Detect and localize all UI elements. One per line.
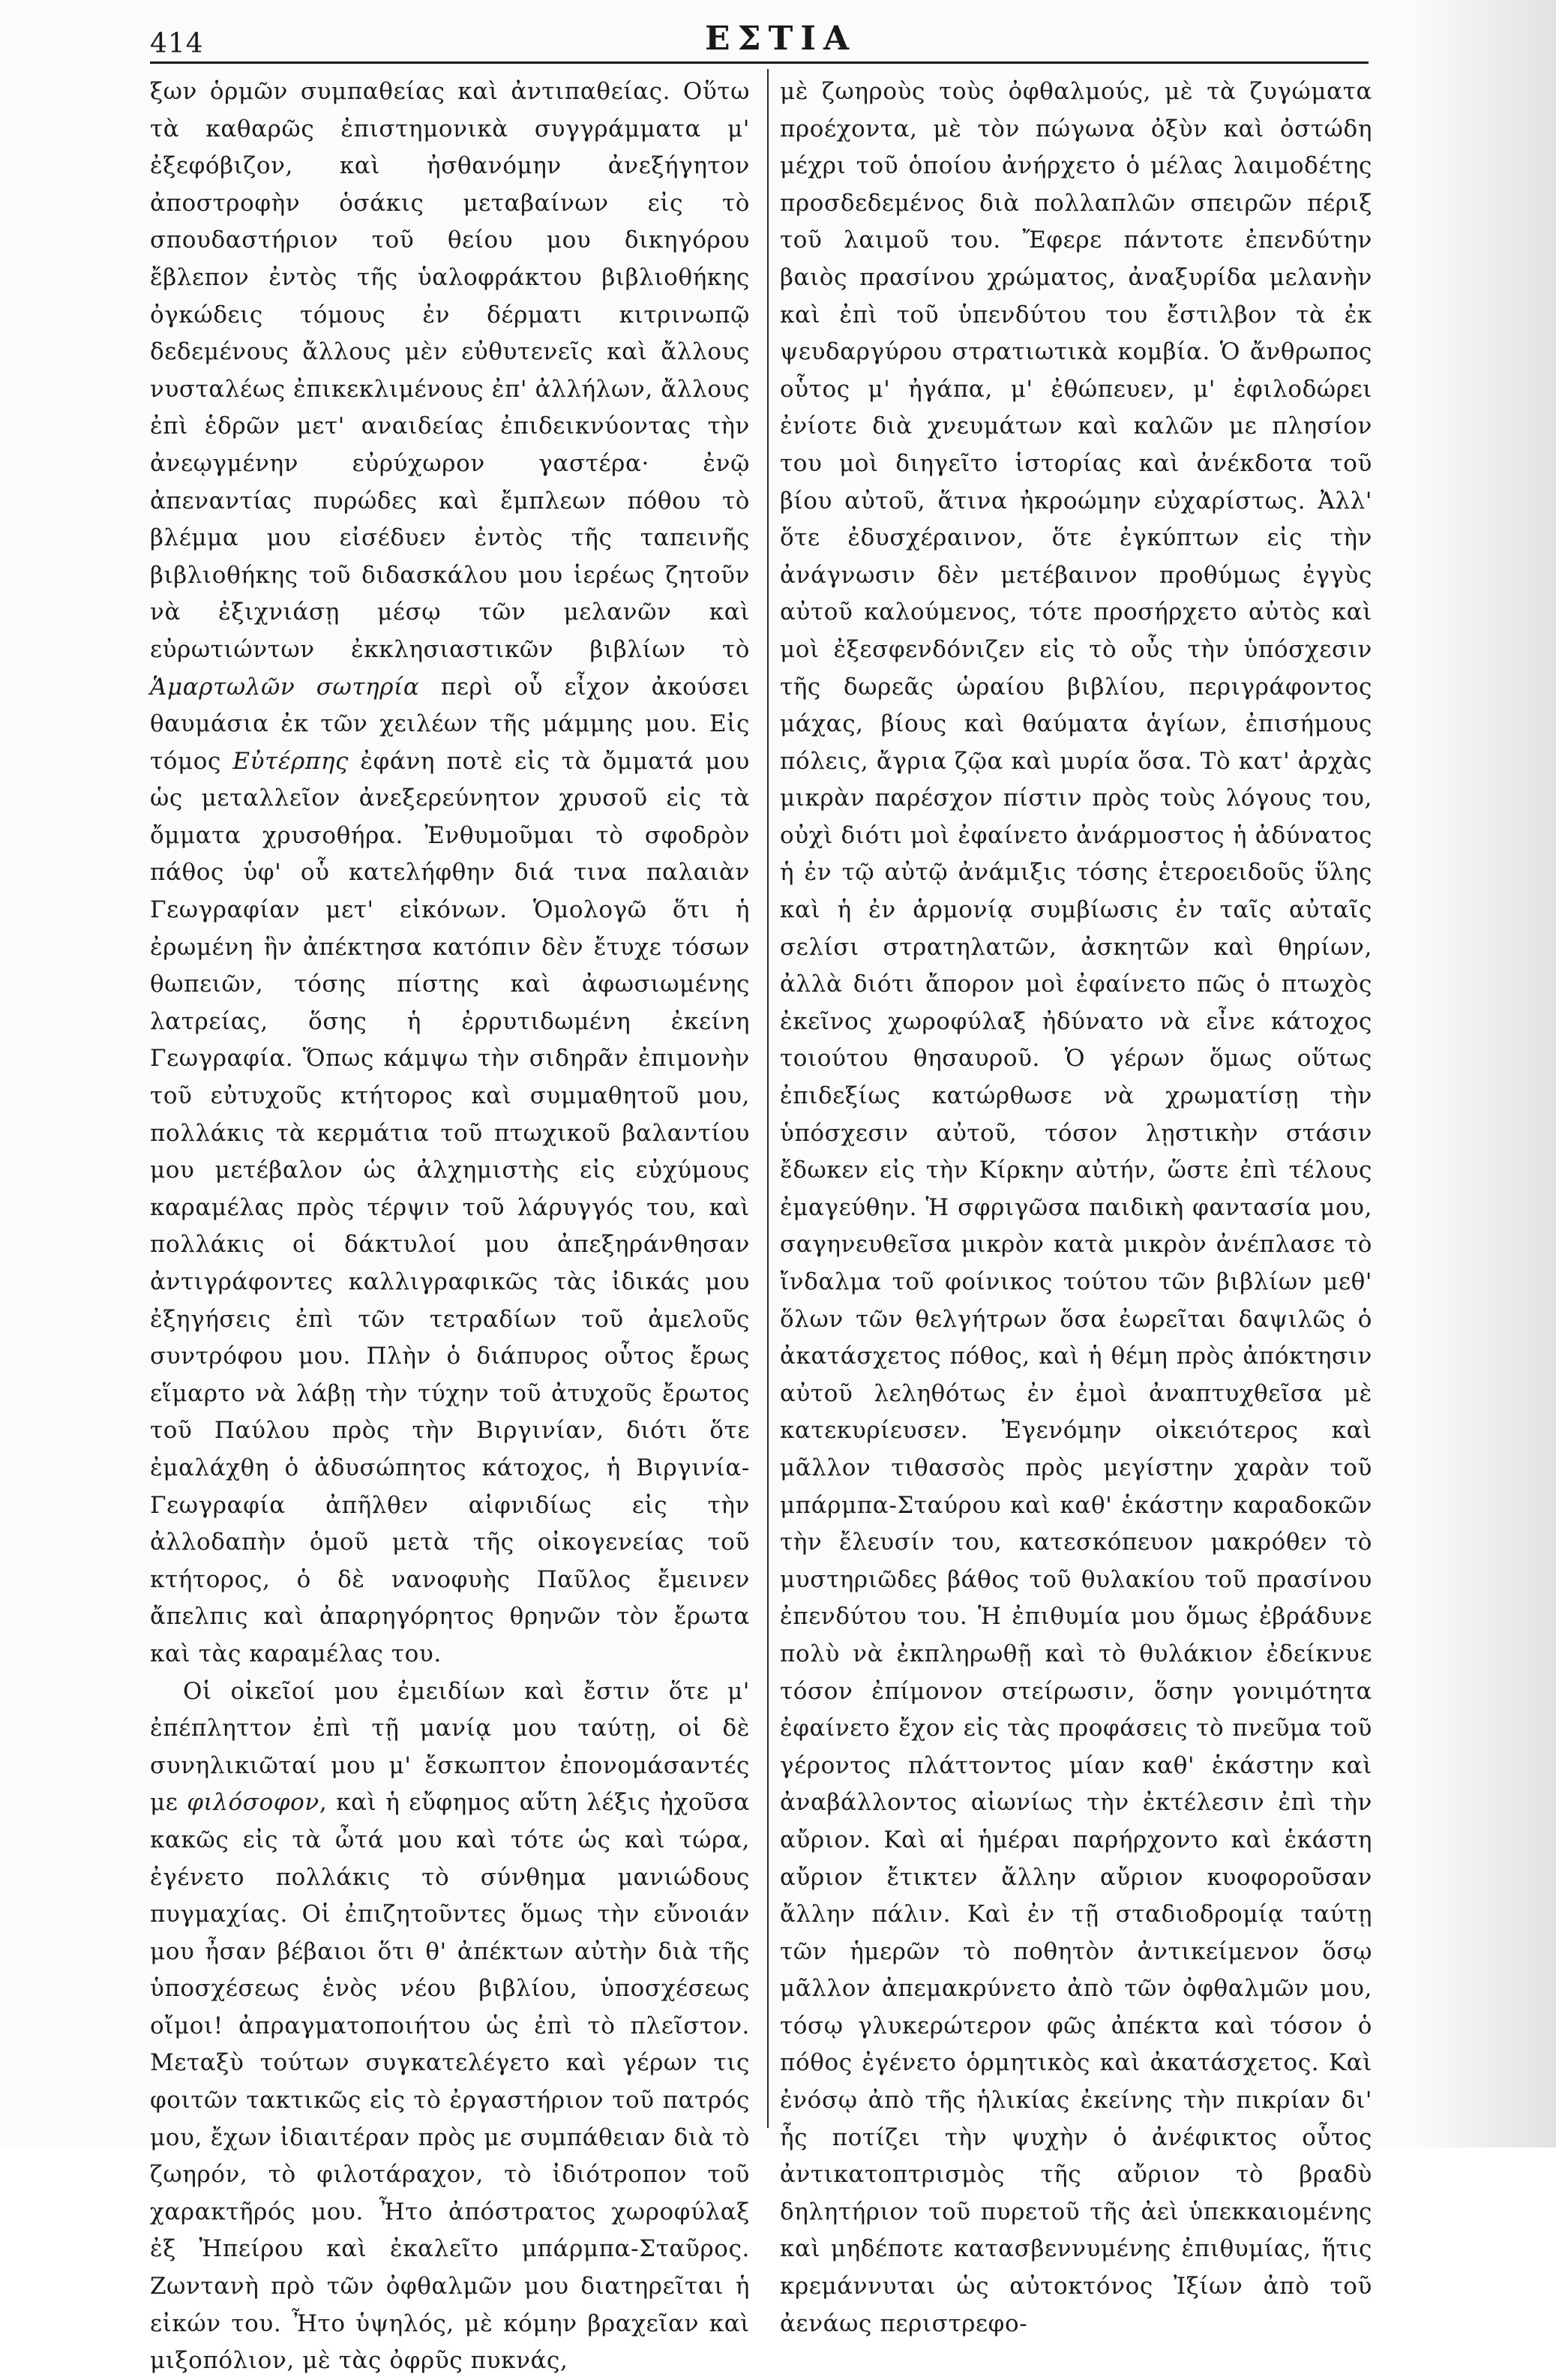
italic-word: φιλόσοφον (187, 1789, 319, 1817)
page-number: 414 (150, 29, 204, 59)
italic-title: Ἁμαρτωλῶν σωτηρία (150, 673, 420, 701)
paragraph-text: , καὶ ἡ εὔφημος αὕτη λέξις ἠχοῦσα κακῶς εἰς τὰ ὦτά μου καὶ τότε ὡς καὶ τώρα, ἐγένετο πολλάκις τὸ σύνθημα μανιώδους πυγμαχίας. Οἱ ἐπιζητοῦντες ὅμως τὴν εὔνοιάν μου ἦσαν βέβαιοι ὅτι θ' ἀπέκτων αὐτὴν διὰ τῆς ὑποσχέσεως ἑνὸς νέου βιβλίου, ὑποσχέσεως οἴμοι! ἀπραγματοποιήτου ὡς ἐπὶ τὸ πλεῖστον. Μεταξὺ τούτων συγκατελέγετο καὶ γέρων τις φοιτῶν τακτικῶς εἰς τὸ ἐργαστήριον τοῦ πατρός μου, ἔχων ἰδιαιτέραν πρὸς με συμπάθειαν διὰ τὸ ζωηρόν, τὸ φιλοτάραχον, τὸ ἰδιότροπον τοῦ χαρακτῆρός μου. Ἦτο ἀπόστρατος χωροφύλαξ ἐξ Ἠπείρου καὶ ἐκαλεῖτο μπάρμπα-Σταῦρος. Ζωντανὴ πρὸ τῶν ὀφθαλμῶν μου διατηρεῖται ἡ εἰκών του. Ἦτο ὑψηλός, μὲ κόμην βραχεῖαν καὶ μιξοπόλιον, μὲ τὰς ὀφρῦς πυκνάς, (150, 1789, 750, 2375)
italic-title: Εὐτέρπης (232, 747, 349, 775)
paragraph-text: ἐφάνη ποτὲ εἰς τὰ ὄμματά μου ὡς μεταλλεῖον ἀνεξερεύνητον χρυσοῦ εἰς τὰ ὄμματα χρυσοθήρα. Ἐνθυμοῦμαι τὸ σφοδρὸν πάθος ὑφ' οὗ κατελήφθην διά τινα παλαιὰν Γεωγραφίαν μετ' εἰκόνων. Ὁμολογῶ ὅτι ἡ ἐρωμένη ἣν ἀπέκτησα κατόπιν δὲν ἔτυχε τόσων θωπειῶν, τόσης πίστης καὶ ἀφωσιωμένης λατρείας, ὅσης ἡ ἐρρυτιδωμένη ἐκείνη Γεωγραφία. Ὅπως κάμψω τὴν σιδηρᾶν ἐπιμονὴν τοῦ εὐτυχοῦς κτήτορος καὶ συμμαθητοῦ μου, πολλάκις τὰ κερμάτια τοῦ πτωχικοῦ βαλαντίου μου μετέβαλον ὡς ἀλχημιστὴς εἰς εὐχύμους καραμέλας πρὸς τέρψιν τοῦ λάρυγγός του, καὶ πολλάκις οἱ δάκτυλοί μου ἀπεξηράνθησαν ἀντιγράφοντες καλλιγραφικῶς τὰς ἰδικάς μου ἐξηγήσεις ἐπὶ τῶν τετραδίων τοῦ ἀμελοῦς συντρόφου μου. Πλὴν ὁ διάπυρος οὗτος ἔρως εἵμαρτο νὰ λάβῃ τὴν τύχην τοῦ ἀτυχοῦς ἔρωτος τοῦ Παύλου πρὸς τὴν Βιργινίαν, διότι ὅτε ἐμαλάχθη ὁ ἀδυσώπητος κάτοχος, ἡ Βιργινία-Γεωγραφία ἀπῆλθεν αἰφνιδίως εἰς τὴν ἀλλοδαπὴν ὁμοῦ μετὰ τῆς οἰκογενείας τοῦ κτήτορος, ὁ δὲ νανοφυὴς Παῦλος ἔμεινεν ἄπελπις καὶ ἀπαρηγόρητος θρηνῶν τὸν ἔρωτα καὶ τὰς καραμέλας του. (150, 747, 750, 1667)
paragraph-text: Οἱ οἰκεῖοί μου ἐμειδίων καὶ ἔστιν ὅτε μ' ἐπέπληττον ἐπὶ τῇ μανίᾳ μου ταύτῃ, οἱ δὲ συνηλικιῶταί μου μ' ἔσκωπτον ἐπονομάσαντές με (150, 1677, 750, 1817)
paragraph (780, 74, 1372, 2342)
right-column (780, 74, 1372, 2342)
column-divider (767, 69, 769, 2128)
page-header (150, 14, 1365, 59)
paragraph-text: ξων ὁρμῶν συμπαθείας καὶ ἀντιπαθείας. Οὕτω τὰ καθαρῶς ἐπιστημονικὰ συγγράμματα μ' ἐξεφόβιζον, καὶ ἠσθανόμην ἀνεξήγητον ἀποστροφὴν ὁσάκις μεταβαίνων εἰς τὸ σπουδαστήριον τοῦ θείου μου δικηγόρου ἔβλεπον ἐντὸς τῆς ὑαλοφράκτου βιβλιοθήκης ὀγκώδεις τόμους ἐν δέρματι κιτρινωπῷ δεδεμένους ἄλλους μὲν εὐθυτενεῖς καὶ ἄλλους νυσταλέως ἐπικεκλιμένους ἐπ' ἀλλήλων, ἄλλους ἐπὶ ἑδρῶν μετ' αναιδείας ἐπιδεικνύοντας τὴν ἀνεῳγμένην εὐρύχωρον γαστέρα· ἐνῷ ἀπεναντίας πυρώδες καὶ ἔμπλεων πόθου τὸ βλέμμα μου εἰσέδυεν ἐντὸς τῆς ταπεινῆς βιβλιοθήκης τοῦ διδασκάλου μου ἱερέως ζητοῦν νὰ ἐξιχνιάσῃ μέσῳ τῶν μελανῶν καὶ εὐρωτιώντων ἐκκλησιαστικῶν βιβλίων τὸ (150, 78, 750, 663)
left-column (150, 74, 750, 2380)
paragraph-text: μὲ ζωηροὺς τοὺς ὀφθαλμούς, μὲ τὰ ζυγώματα προέχοντα, μὲ τὸν πώγωνα ὀξὺν καὶ ὀστώδη μέχρι τοῦ ὁποίου ἀνήρχετο ὁ μέλας λαιμοδέτης προσδεδεμένος διὰ πολλαπλῶν σπειρῶν πέριξ τοῦ λαιμοῦ του. Ἔφερε πάντοτε ἐπενδύτην βαιὸς πρασίνου χρώματος, ἀναξυρίδα μελανὴν καὶ ἐπὶ τοῦ ὑπενδύτου του ἔστιλβον τὰ ἐκ ψευδαργύρου στρατιωτικὰ κομβία. Ὁ ἄνθρωπος οὗτος μ' ἠγάπα, μ' ἐθώπευεν, μ' ἐφιλοδώρει ἐνίοτε διὰ χνευμάτων καὶ καλῶν με πλησίον του μοὶ διηγεῖτο ἱστορίας καὶ ἀνέκδοτα τοῦ βίου αὐτοῦ, ἅτινα ἠκροώμην εὐχαρίστως. Ἀλλ' ὅτε ἐδυσχέραινον, ὅτε ἐγκύπτων εἰς τὴν ἀνάγνωσιν δὲν μετέβαινον προθύμως ἐγγὺς αὐτοῦ καλούμενος, τότε προσήρχετο αὐτὸς καὶ μοὶ ἐξεσφενδόνιζεν εἰς τὸ οὖς τὴν ὑπόσχεσιν τῆς δωρεᾶς ὡραίου βιβλίου, περιγράφοντος μάχας, βίους καὶ θαύματα ἁγίων, ἐπισήμους πόλεις, ἄγρια ζῷα καὶ μυρία ὅσα. Τὸ κατ' ἀρχὰς μικρὰν παρέσχον πίστιν πρὸς τοὺς λόγους του, οὐχὶ διότι μοὶ ἐφαίνετο ἀνάρμοστος ἡ ἀδύνατος ἡ ἐν τῷ αὐτῷ ἀνάμιξις τόσης ἑτεροειδοῦς ὕλης καὶ ἡ ἐν ἁρμονίᾳ συμβίωσις ἐν ταῖς αὐταῖς σελίσι στρατηλατῶν, ἀσκητῶν καὶ θηρίων, ἀλλὰ διότι ἄπορον μοὶ ἐφαίνετο πῶς ὁ πτωχὸς ἐκεῖνος χωροφύλαξ ἠδύνατο νὰ εἶνε κάτοχος τοιούτου θησαυροῦ. Ὁ γέρων ὅμως οὕτως ἐπιδεξίως κατώρθωσε νὰ χρωματίσῃ τὴν ὑπόσχεσιν αὐτοῦ, τόσον λῃστικὴν στάσιν ἔδωκεν εἰς τὴν Κίρκην αὐτήν, ὥστε ἐπὶ τέλους ἐμαγεύθην. Ἡ σφριγῶσα παιδικὴ φαντασία μου, σαγηνευθεῖσα μικρὸν κατὰ μικρὸν ἀνέπλασε τὸ ἴνδαλμα τοῦ φοίνικος τούτου τῶν βιβλίων μεθ' ὅλων τῶν θελγήτρων ὅσα ἐωρεῖται δαψιλῶς ὁ ἀκατάσχετος πόθος, καὶ ἡ θέμη πρὸς ἀπόκτησιν αὐτοῦ λεληθότως ἐν ἐμοὶ ἀναπτυχθεῖσα μὲ κατεκυρίευσεν. Ἐγενόμην οἰκειότερος καὶ μᾶλλον τιθασσὸς πρὸς μεγίστην χαρὰν τοῦ μπάρμπα-Σταύρου καὶ καθ' ἑκάστην καραδοκῶν τὴν ἔλευσίν του, κατεσκόπευον μακρόθεν τὸ μυστηριῶδες βάθος τοῦ θυλακίου τοῦ πρασίνου ἐπενδύτου του. Ἡ ἐπιθυμία μου ὅμως ἐβράδυνε πολὺ νὰ ἐκπληρωθῇ καὶ τὸ θυλάκιον ἐδείκνυε τόσον ἐπίμονον στείρωσιν, ὅσην γονιμότητα ἐφαίνετο ἔχον εἰς τὰς προφάσεις τὸ πνεῦμα τοῦ γέροντος πλάττοντος μίαν καθ' ἑκάστην καὶ ἀναβάλλοντος αἰωνίως τὴν ἐκτέλεσιν ἐπὶ τὴν αὔριον. Καὶ αἱ ἡμέραι παρήρχοντο καὶ ἑκάστη αὔριον ἔτικτεν ἄλλην αὔριον κυοφοροῦσαν ἄλλην πάλιν. Καὶ ἐν τῇ σταδιοδρομίᾳ ταύτῃ τῶν ἡμερῶν τὸ ποθητὸν ἀντικείμενον ὅσῳ μᾶλλον ἀπεμακρύνετο ἀπὸ τῶν ὀφθαλμῶν μου, τόσῳ γλυκερώτερον φῶς ἀπέκτα καὶ τόσον ὁ πόθος ἐγένετο ὁρμητικὸς καὶ ἀκατάσχετος. Καὶ ἐνόσῳ ἀπὸ τῆς ἡλικίας ἐκείνης τὴν πικρίαν δι' ἧς ποτίζει τὴν ψυχὴν ὁ ἀνέφικτος οὗτος ἀντικατοπτρισμὸς τῆς αὔριον τὸ βραδὺ δηλητήριον τοῦ πυρετοῦ τῆς ἀεὶ ὑπεκκαιομένης καὶ μηδέποτε κατασβεννυμένης ἐπιθυμίας, ἥτις κρεμάννυται ὡς αὐτοκτόνος Ἰξίων ἀπὸ τοῦ ἀενάως περιστρεφο- (780, 78, 1372, 2337)
journal-title: ΕΣΤΙΑ (705, 20, 857, 58)
paragraph-text: περὶ οὗ εἶχον ἀκούσει θαυμάσια ἐκ τῶν χειλέων τῆς μάμμης μου. Εἰς τόμος (150, 673, 751, 775)
paragraph (150, 74, 750, 1673)
binding-shadow (1410, 0, 1556, 2147)
paragraph (150, 1673, 750, 2380)
header-rule (150, 62, 1369, 64)
